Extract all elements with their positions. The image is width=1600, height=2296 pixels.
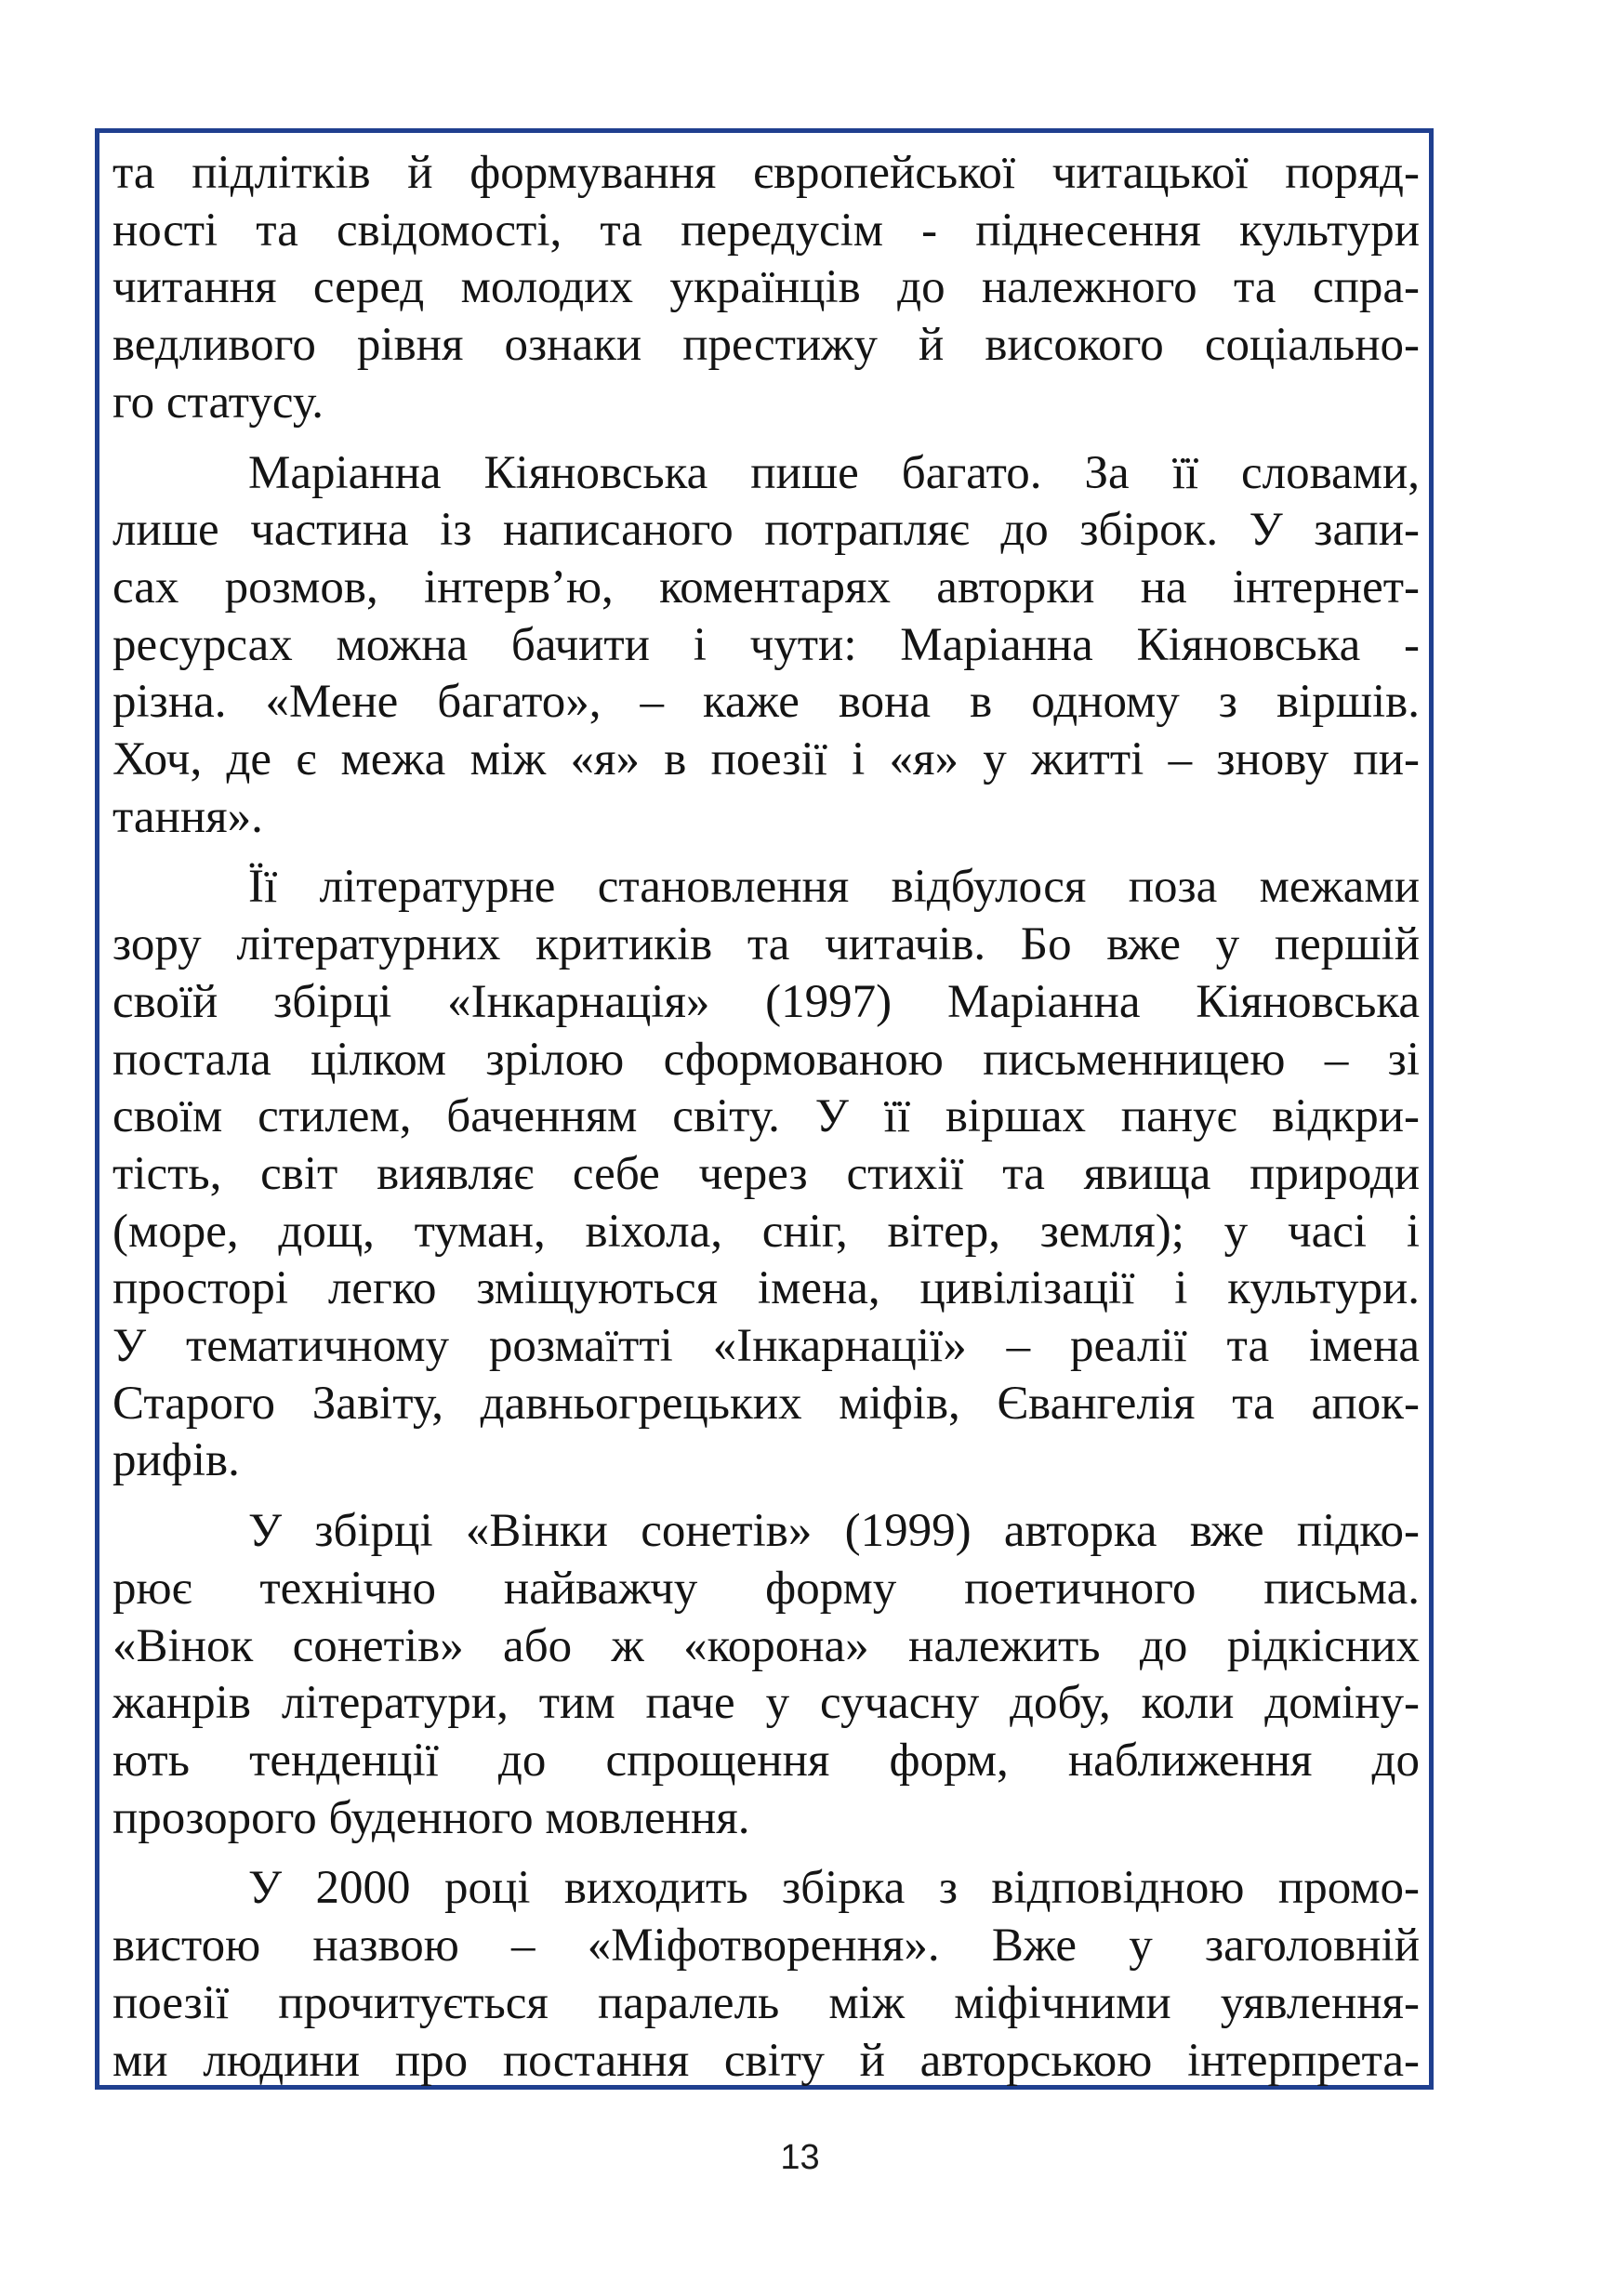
text-line: ють тенденції до спрощення форм, наближення до	[112, 1734, 1420, 1787]
text-line: рифів.	[112, 1434, 240, 1487]
text-line: тість, світ виявляє себе через стихії та явища природи	[112, 1147, 1420, 1200]
text-line: У 2000 році виходить збірка з відповідною промо-	[248, 1862, 1420, 1915]
text-line: лише частина із написаного потрапляє до збірок. У запи-	[112, 504, 1420, 557]
text-line: постала цілком зрілою сформованою письменницею – зі	[112, 1033, 1420, 1086]
text-line: прозорого буденного мовлення.	[112, 1791, 750, 1844]
text-line: різна. «Мене багато», – каже вона в одному з віршів.	[112, 676, 1420, 729]
text-line: тання».	[112, 790, 263, 843]
text-line: «Вінок сонетів» або ж «корона» належить до рідкісних	[112, 1619, 1420, 1672]
text-line: Хоч, де є межа між «я» в поезії і «я» у житті – знову пи-	[112, 733, 1420, 786]
text-line: своїй збірці «Інкарнація» (1997) Маріанна Кіяновська	[112, 975, 1420, 1028]
text-line: У тематичному розмаїтті «Інкарнації» – реалії та імена	[112, 1320, 1420, 1373]
text-line: зору літературних критиків та читачів. Бо вже у першій	[112, 918, 1420, 971]
body-text	[112, 145, 1420, 2090]
text-line: ми людини про постання світу й авторською інтерпрета-	[112, 2034, 1420, 2087]
text-line: Маріанна Кіяновська пише багато. За її словами,	[248, 446, 1420, 499]
text-line: ведливого рівня ознаки престижу й високого соціально-	[112, 319, 1420, 372]
text-line: вистою назвою – «Міфотворення». Вже у заголовній	[112, 1920, 1420, 1973]
text-line: (море, дощ, туман, віхола, сніг, вітер, земля); у часі і	[112, 1205, 1420, 1258]
text-line: жанрів літератури, тим паче у сучасну добу, коли доміну-	[112, 1677, 1420, 1730]
text-line: ресурсах можна бачити і чути: Маріанна Кіяновська -	[112, 618, 1420, 671]
text-line: ності та свідомості, та передусім - піднесення культури	[112, 204, 1420, 257]
text-line: рює технічно найважчу форму поетичного письма.	[112, 1562, 1420, 1615]
text-line: У збірці «Вінки сонетів» (1999) авторка вже підко-	[248, 1505, 1420, 1558]
text-line: го статусу.	[112, 376, 324, 429]
text-line: та підлітків й формування європейської читацької поряд-	[112, 147, 1420, 199]
text-line: просторі легко зміщуються імена, цивілізації і культури.	[112, 1262, 1420, 1315]
text-line: сах розмов, інтерв’ю, коментарях авторки на інтернет-	[112, 561, 1420, 614]
text-line: Старого Завіту, давньогрецьких міфів, Євангелія та апок-	[112, 1377, 1420, 1430]
text-line: Її літературне становлення відбулося поза межами	[248, 861, 1420, 914]
text-line: читання серед молодих українців до належного та спра-	[112, 261, 1420, 314]
page-number: 13	[780, 2138, 820, 2177]
text-line: поезії прочитується паралель між міфічними уявлення-	[112, 1976, 1420, 2029]
text-line: своїм стилем, баченням світу. У її віршах панує відкри-	[112, 1090, 1420, 1143]
